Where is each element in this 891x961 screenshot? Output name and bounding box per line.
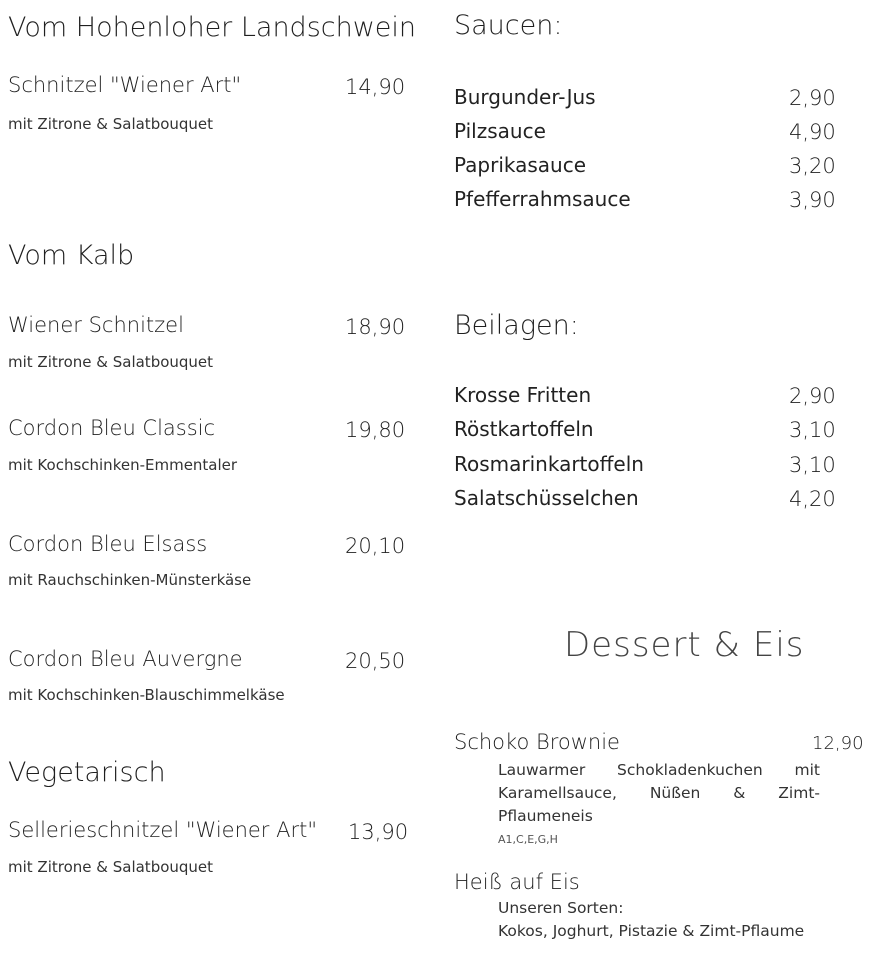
menu-item-name: Cordon Bleu Classic (8, 416, 216, 440)
menu-item-price: 20,50 (345, 649, 406, 673)
menu-item-description: mit Rauchschinken-Münsterkäse (8, 571, 252, 589)
side-item-price: 2,90 (789, 86, 836, 110)
side-item-name: Burgunder-Jus (454, 85, 596, 109)
menu-item-name: Cordon Bleu Auvergne (8, 647, 243, 671)
side-item-price: 3,10 (789, 453, 836, 477)
menu-item-price: 13,90 (348, 820, 409, 844)
menu-item-description: mit Kochschinken-Emmentaler (8, 456, 238, 474)
menu-item-description: mit Zitrone & Salatbouquet (8, 353, 214, 371)
side-item-name: Pilzsauce (454, 119, 546, 143)
side-item-name: Krosse Fritten (454, 383, 592, 407)
dessert-item-description-line2: Kokos, Joghurt, Pistazie & Zimt-Pflaume (498, 922, 805, 940)
section-heading-beilagen: Beilagen: (454, 310, 579, 341)
side-item-price: 3,90 (789, 188, 836, 212)
side-item-name: Röstkartoffeln (454, 417, 594, 441)
section-heading-kalb: Vom Kalb (8, 240, 135, 271)
menu-item-price: 20,10 (345, 534, 406, 558)
dessert-item-price: 12,90 (812, 733, 864, 754)
section-heading-landschwein: Vom Hohenloher Landschwein (8, 12, 417, 43)
side-item-price: 3,10 (789, 418, 836, 442)
dessert-item-description: Lauwarmer Schokladenkuchen mit Karamellsauce, Nüßen & Zimt-Pflaumeneis (498, 761, 820, 825)
menu-item-name: Schnitzel "Wiener Art" (8, 73, 242, 97)
menu-item-name: Cordon Bleu Elsass (8, 532, 208, 556)
menu-item-price: 18,90 (345, 315, 406, 339)
section-heading-saucen: Saucen: (454, 10, 563, 41)
dessert-item-name: Heiß auf Eis (454, 870, 580, 894)
menu-item-description: mit Kochschinken-Blauschimmelkäse (8, 686, 285, 704)
side-item-price: 3,20 (789, 154, 836, 178)
section-heading-dessert: Dessert & Eis (564, 625, 805, 665)
menu-item-description: mit Zitrone & Salatbouquet (8, 858, 214, 876)
allergen-info: A1,C,E,G,H (498, 833, 558, 846)
side-item-name: Paprikasauce (454, 153, 587, 177)
menu-item-description: mit Zitrone & Salatbouquet (8, 115, 214, 133)
menu-item-name: Sellerieschnitzel "Wiener Art" (8, 818, 318, 842)
side-item-name: Pfefferrahmsauce (454, 187, 631, 211)
side-item-price: 2,90 (789, 384, 836, 408)
side-item-name: Salatschüsselchen (454, 486, 639, 510)
section-heading-vegetarisch: Vegetarisch (8, 757, 166, 788)
dessert-item-description-line1: Unseren Sorten: (498, 899, 624, 917)
side-item-price: 4,20 (789, 487, 836, 511)
side-item-name: Rosmarinkartoffeln (454, 452, 644, 476)
menu-item-name: Wiener Schnitzel (8, 313, 184, 337)
dessert-item-name: Schoko Brownie (454, 730, 620, 754)
side-item-price: 4,90 (789, 120, 836, 144)
menu-item-price: 19,80 (345, 418, 406, 442)
menu-item-price: 14,90 (345, 75, 406, 99)
